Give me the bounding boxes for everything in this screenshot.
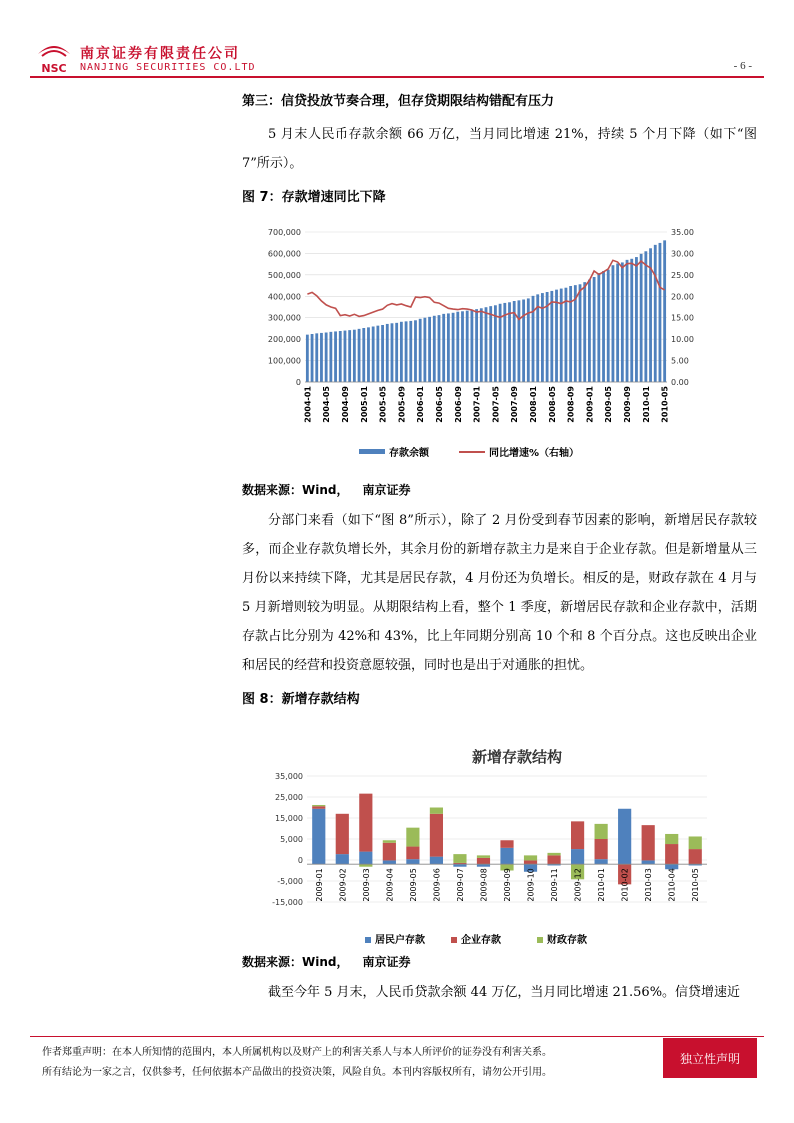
deposit-balance-bar [456, 312, 459, 382]
company-name-cn: 南京证券有限责任公司 [80, 46, 240, 62]
household-deposit-bar [406, 859, 419, 864]
household-deposit-bar [618, 809, 631, 864]
y-tick-label: 35,000 [275, 772, 303, 781]
x-tick-label: 2007-05 [491, 386, 501, 423]
deposit-balance-bar [602, 271, 605, 382]
deposit-balance-bar [527, 298, 530, 382]
deposit-balance-bar [522, 300, 525, 383]
x-tick-label: 2009-09 [503, 868, 512, 902]
household-deposit-bar [571, 849, 584, 864]
x-tick-label: 2004-09 [340, 386, 350, 423]
deposit-balance-bar [485, 307, 488, 382]
x-tick-label: 2008-09 [566, 386, 576, 423]
deposit-balance-bar [616, 264, 619, 383]
corporate-deposit-bar [500, 840, 513, 848]
x-tick-label: 2010-05 [691, 868, 701, 902]
y-tick-label: -5,000 [277, 877, 303, 886]
legend-label-deposits: 存款余额 [389, 448, 429, 459]
y-right-tick-label: 15.00 [671, 313, 694, 323]
legend-label: 财政存款 [547, 935, 587, 946]
x-tick-label: 2010-03 [644, 868, 654, 902]
deposit-balance-bar [644, 251, 647, 382]
household-deposit-bar [595, 859, 608, 864]
deposit-balance-bar [414, 320, 417, 382]
deposit-balance-bar [372, 327, 375, 383]
company-logo [34, 40, 74, 76]
disclaimer-line-1: 作者郑重声明：在本人所知情的范围内，本人所属机构以及财产上的利害关系人与本人所评价的证券没有利害关系。 [42, 1047, 552, 1058]
household-deposit-bar [359, 852, 372, 865]
deposit-balance-bar [376, 326, 379, 382]
deposit-balance-bar [400, 322, 403, 382]
corporate-deposit-bar [359, 794, 372, 852]
deposit-balance-bar [344, 331, 347, 382]
legend-label: 企业存款 [461, 935, 501, 946]
deposit-balance-bar [409, 321, 412, 382]
corporate-deposit-bar [571, 821, 584, 849]
deposit-balance-bar [607, 270, 610, 382]
deposit-balance-bar [334, 331, 337, 382]
deposit-balance-bar [329, 332, 332, 382]
deposit-balance-bar [630, 259, 633, 382]
x-tick-label: 2009-10 [526, 868, 536, 902]
household-deposit-bar [312, 809, 325, 864]
y-tick-label: 25,000 [275, 793, 303, 802]
deposit-balance-bar [423, 318, 426, 382]
fiscal-deposit-bar [406, 828, 419, 847]
section-heading: 第三：信贷投放节奏合理，但存贷期限结构错配有压力 [242, 94, 555, 109]
deposit-balance-bar [306, 335, 309, 382]
page-header [0, 0, 794, 92]
deposit-balance-bar [428, 317, 431, 382]
corporate-deposit-bar [383, 843, 396, 861]
deposit-balance-bar [569, 286, 572, 382]
corporate-deposit-bar [336, 814, 349, 854]
y-tick-label: -15,000 [272, 898, 303, 907]
deposit-balance-bar [588, 280, 591, 382]
deposit-balance-bar [386, 324, 389, 382]
x-tick-label: 2008-05 [547, 386, 557, 423]
page-number: - 6 - [733, 60, 752, 72]
deposit-balance-bar [579, 284, 582, 382]
fiscal-deposit-bar [689, 836, 702, 849]
header-divider [30, 76, 764, 78]
deposit-balance-bar [517, 300, 520, 382]
independence-statement-button[interactable]: 独立性声明 [663, 1038, 757, 1078]
deposit-balance-bar [541, 293, 544, 382]
deposit-balance-bar [659, 243, 662, 382]
deposit-balance-bar [626, 260, 629, 382]
deposit-balance-bar [381, 325, 384, 382]
x-tick-label: 2007-01 [472, 386, 482, 423]
corporate-deposit-bar [477, 858, 490, 864]
source-label: 数据来源：Wind， [242, 955, 349, 969]
y-left-tick-label: 0 [295, 378, 301, 387]
y-left-tick-label: 300,000 [267, 313, 301, 323]
deposit-balance-bar [499, 304, 502, 382]
household-deposit-bar [430, 857, 443, 865]
disclaimer-line-2: 所有结论为一家之言，仅供参考，任何依据本产品做出的投资决策，风险自负。本刊内容版权所有，请勿公开引用。 [42, 1067, 552, 1078]
x-tick-label: 2010-04 [667, 868, 677, 902]
y-left-tick-label: 400,000 [267, 292, 301, 302]
corporate-deposit-bar [547, 855, 560, 864]
x-tick-label: 2005-09 [397, 386, 407, 423]
deposit-balance-bar [480, 308, 483, 382]
x-tick-label: 2009-02 [338, 868, 348, 902]
corporate-deposit-bar [689, 849, 702, 864]
figure-7-title: 图 7：存款增速同比下降 [242, 190, 386, 205]
deposit-balance-bar [461, 311, 464, 382]
deposit-balance-bar [470, 310, 473, 382]
deposit-balance-bar [466, 311, 469, 382]
fiscal-deposit-bar [524, 855, 537, 860]
deposit-balance-bar [339, 331, 342, 382]
x-tick-label: 2005-05 [378, 386, 388, 423]
x-tick-label: 2009-05 [604, 386, 614, 423]
chart-title: 新增存款结构 [471, 748, 563, 766]
fiscal-deposit-bar [383, 840, 396, 843]
fiscal-deposit-bar [477, 855, 490, 858]
y-tick-label: 15,000 [275, 814, 303, 823]
legend-swatch [365, 937, 371, 943]
x-tick-label: 2009-09 [623, 386, 633, 423]
deposit-balance-bar [597, 273, 600, 382]
corporate-deposit-bar [642, 825, 655, 860]
deposit-balance-bar [362, 328, 365, 382]
y-right-tick-label: 25.00 [671, 270, 694, 280]
x-tick-label: 2009-04 [385, 868, 395, 902]
deposit-balance-bar [663, 240, 666, 382]
deposit-balance-bar [367, 327, 370, 382]
deposit-balance-bar [583, 282, 586, 382]
y-tick-label: 0 [297, 856, 303, 865]
corporate-deposit-bar [406, 847, 419, 860]
legend-swatch [451, 937, 457, 943]
new-deposit-structure-chart [255, 740, 715, 958]
corporate-deposit-bar [595, 839, 608, 859]
corporate-deposit-bar [312, 806, 325, 809]
y-right-tick-label: 10.00 [671, 335, 694, 345]
legend-swatch-deposits [359, 449, 385, 454]
legend-label: 居民户存款 [375, 935, 425, 946]
y-left-tick-label: 200,000 [267, 335, 301, 345]
deposit-balance-bar [405, 321, 408, 382]
deposit-balance-bar [555, 290, 558, 382]
deposit-balance-bar [433, 316, 436, 382]
fiscal-deposit-bar [665, 834, 678, 844]
figure-8-title: 图 8：新增存款结构 [242, 692, 360, 707]
deposit-balance-bar [621, 262, 624, 382]
deposit-balance-bar [353, 330, 356, 382]
deposit-balance-bar [348, 330, 351, 382]
source-org: 南京证券 [362, 955, 411, 969]
y-right-tick-label: 20.00 [671, 292, 694, 302]
deposit-balance-bar [315, 333, 318, 382]
x-tick-label: 2008-01 [529, 386, 539, 423]
x-tick-label: 2006-01 [416, 386, 426, 423]
deposit-balance-bar [358, 329, 361, 382]
x-tick-label: 2009-05 [408, 868, 418, 902]
deposit-balance-bar [325, 333, 328, 383]
source-org: 南京证券 [362, 483, 411, 497]
paragraph-3: 截至今年 5 月末，人民币贷款余额 44 万亿，当月同比增速 21.56%。信贷增速近 [268, 985, 741, 1000]
legend-label-growth: 同比增速%（右轴） [489, 448, 580, 459]
corporate-deposit-bar [430, 814, 443, 857]
paragraph-2: 分部门来看（如下“图 8”所示），除了 2 月份受到春节因素的影响，新增居民存款较多，而企业存款负增长外，其余月份的新增存款主力是来自于企业存款。但是新增量从三月份以来持续下降，尤其是居民存款，4 月份还为负增长。相反的是，财政存款在 4 月与 5 月新增则较为明显。从期限结构上看，整个 1 季度，新增居民存款和企业存款中，活期存款占比分别为 42%和 43%，比上年同期分别高 10 个和 8 个百分点。这也反映出企业和居民的经营和投资意愿较强，同时也是出于对通胀的担忧。 [242, 513, 757, 673]
deposit-growth-chart [255, 222, 705, 472]
y-left-tick-label: 700,000 [267, 228, 301, 237]
x-tick-label: 2010-01 [597, 868, 607, 902]
deposit-balance-bar [452, 313, 455, 382]
y-left-tick-label: 500,000 [267, 270, 301, 280]
household-deposit-bar [500, 848, 513, 864]
fiscal-deposit-bar [595, 824, 608, 839]
x-tick-label: 2006-05 [434, 386, 444, 423]
legend-swatch [537, 937, 543, 943]
company-name-en: NANJING SECURITIES CO.LTD [80, 62, 256, 73]
svg-text:NSC: NSC [41, 62, 67, 75]
corporate-deposit-bar [524, 860, 537, 864]
footer-disclaimer [42, 1043, 662, 1083]
deposit-balance-bar [550, 291, 553, 382]
y-right-tick-label: 35.00 [671, 228, 694, 237]
deposit-balance-bar [419, 319, 422, 382]
deposit-balance-bar [475, 309, 478, 382]
deposit-balance-bar [612, 265, 615, 382]
deposit-balance-bar [311, 334, 314, 382]
figure-7-source [242, 480, 757, 500]
corporate-deposit-bar [665, 844, 678, 864]
deposit-balance-bar [320, 333, 323, 382]
y-right-tick-label: 0.00 [671, 378, 689, 387]
x-tick-label: 2004-01 [303, 386, 313, 423]
x-tick-label: 2009-01 [314, 868, 324, 902]
x-tick-label: 2009-11 [550, 868, 560, 902]
x-tick-label: 2010-05 [660, 386, 670, 423]
deposit-balance-bar [593, 277, 596, 382]
y-left-tick-label: 600,000 [267, 249, 301, 259]
x-tick-label: 2005-01 [359, 386, 369, 423]
deposit-balance-bar [447, 313, 450, 382]
household-deposit-bar [383, 860, 396, 864]
x-tick-label: 2009-07 [455, 868, 465, 902]
fiscal-deposit-bar [312, 805, 325, 806]
paragraph-1: 5 月末人民币存款余额 66 万亿，当月同比增速 21%，持续 5 个月下降（如下“图 7”所示）。 [242, 127, 757, 171]
x-tick-label: 2009-01 [585, 386, 595, 423]
x-tick-label: 2007-09 [510, 386, 520, 423]
deposit-balance-bar [635, 257, 638, 382]
deposit-balance-bar [438, 315, 441, 382]
source-label: 数据来源：Wind， [242, 483, 349, 497]
fiscal-deposit-bar [430, 808, 443, 814]
x-tick-label: 2010-01 [641, 386, 651, 423]
footer-divider [30, 1036, 764, 1037]
x-tick-label: 2009-06 [432, 868, 442, 902]
x-tick-label: 2009-08 [479, 868, 489, 902]
household-deposit-bar [336, 854, 349, 864]
deposit-balance-bar [391, 323, 394, 382]
deposit-balance-bar [395, 323, 398, 382]
deposit-balance-bar [640, 254, 643, 382]
deposit-balance-bar [532, 296, 535, 382]
x-tick-label: 2010-02 [620, 868, 630, 902]
y-tick-label: 5,000 [280, 835, 303, 844]
x-tick-label: 2004-05 [322, 386, 332, 423]
household-deposit-bar [642, 860, 655, 864]
deposit-balance-bar [442, 314, 445, 382]
deposit-balance-bar [654, 245, 657, 382]
x-tick-label: 2009-03 [361, 868, 371, 902]
y-left-tick-label: 100,000 [267, 356, 301, 366]
x-tick-label: 2009-12 [573, 868, 583, 902]
fiscal-deposit-bar [453, 854, 466, 863]
deposit-balance-bar [489, 306, 492, 382]
x-tick-label: 2006-09 [453, 386, 463, 423]
y-right-tick-label: 5.00 [671, 356, 689, 366]
y-right-tick-label: 30.00 [671, 249, 694, 259]
fiscal-deposit-bar [547, 853, 560, 856]
